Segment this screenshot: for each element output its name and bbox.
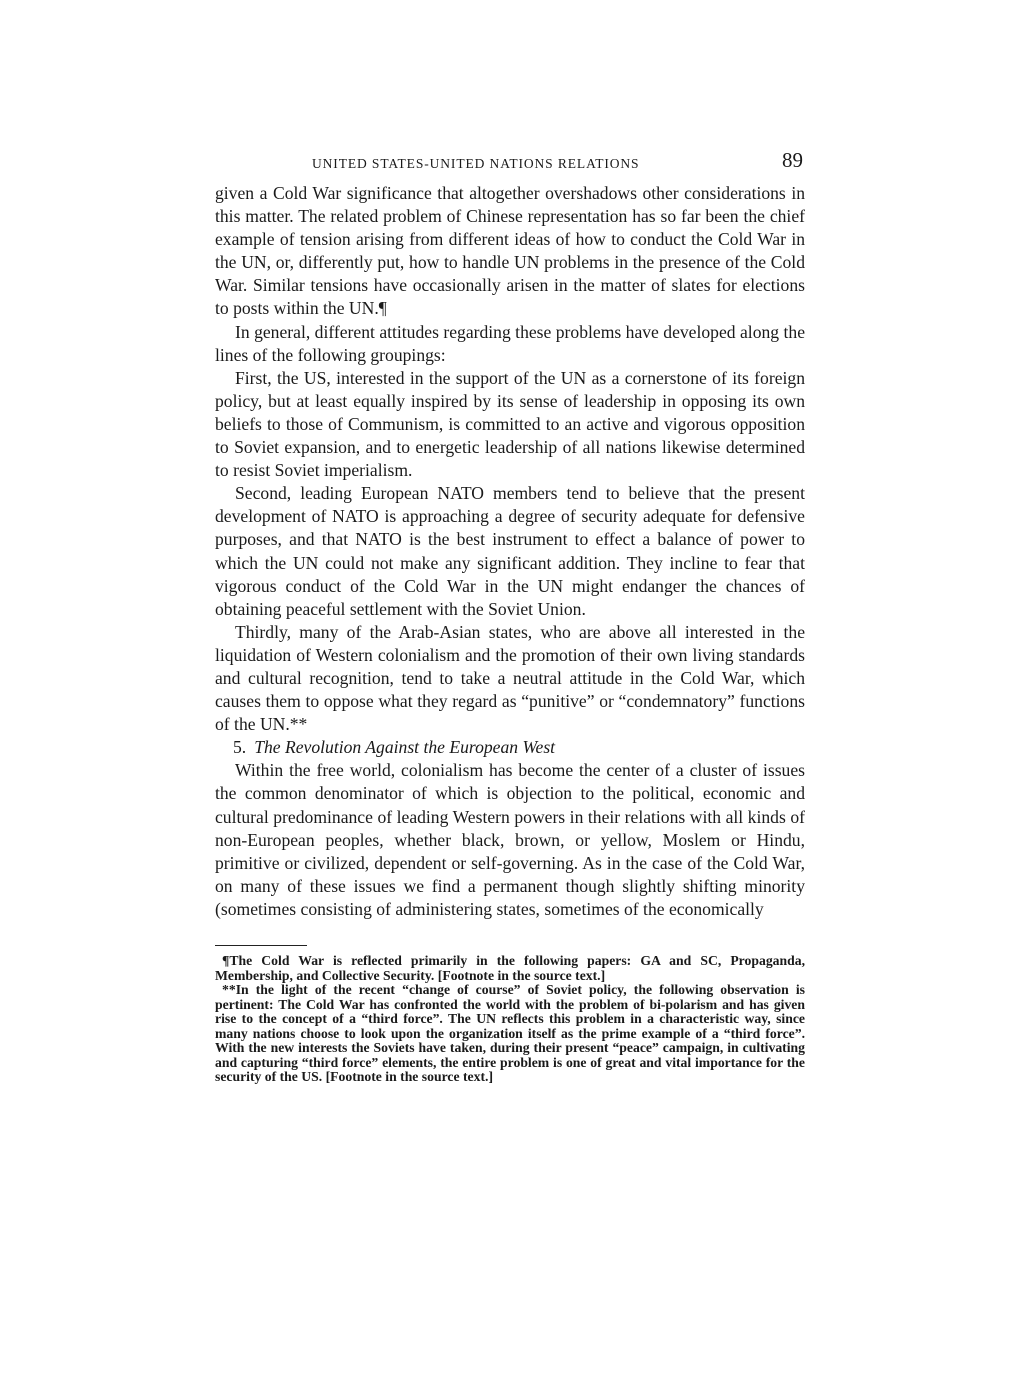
page-number: 89 [782, 148, 803, 172]
body-text [215, 182, 805, 921]
footnote-rule [215, 945, 307, 946]
document-page [215, 148, 805, 1085]
section-title: The Revolution Against the European West [254, 737, 556, 758]
paragraph-second-nato: Second, leading European NATO members tend to believe that the present development of NATO is approaching a degree of security adequate for defensive purposes, and that NATO is the best instrument to effect a balance of power to which the UN could not make any significant addition. They incline to fear that vigorous conduct of the Cold War in the UN might endanger the chances of obtaining peaceful settlement with the Soviet Union. [215, 483, 805, 619]
footnote-double-asterisk: **In the light of the recent “change of course” of Soviet policy, the following observation is pertinent: The Cold War has confronted the world with the problem of bi-polarism and has given rise to the concept of a “third force”. The UN reflects this problem in a characteristic way, since many nations choose to look upon the organization itself as the prime example of a “third force”. With the new interests the Soviets have taken, during their present “peace” campaign, in cultivating and capturing “third force” elements, the entire problem is one of great and vital importance for the security of the US. [Footnote in the source text.] [215, 982, 805, 1084]
paragraph-general-attitudes: In general, different attitudes regarding these problems have developed along the lines of the following groupings: [215, 321, 805, 365]
footnotes [215, 954, 805, 1085]
paragraph-section-5: Within the free world, colonialism has become the center of a cluster of issues the common denominator of which is objection to the political, economic and cultural predominance of leading Western powers in their relations with all kinds of non-European peoples, whether black, brown, or yellow, Moslem or Hindu, primitive or civilized, dependent or self-governing. As in the case of the Cold War, on many of these issues we find a permanent though slightly shifting minority (sometimes consisting of administering states, sometimes of the economically [215, 760, 805, 919]
running-title: UNITED STATES-UNITED NATIONS RELATIONS [312, 156, 640, 171]
paragraph-continued: given a Cold War significance that altogether overshadows other considerations in this matter. The related problem of Chinese representation has so far been the chief example of tension arising from different ideas of how to conduct the Cold War in the UN, or, differently put, how to handle UN problems in the presence of the Cold War. Similar tensions have occasionally arisen in the matter of slates for elections to posts within the UN.¶ [215, 183, 805, 319]
section-number: 5. [233, 737, 247, 758]
paragraph-first-us: First, the US, interested in the support of the UN as a cornerstone of its foreign policy, but at least equally inspired by its sense of leadership in opposing its own beliefs to those of Communism, is committed to an active and vigorous opposition to Soviet expansion, and to energetic leadership of all nations likewise determined to resist Soviet imperialism. [215, 367, 805, 481]
section-heading [215, 736, 805, 759]
footnote-pilcrow: ¶The Cold War is reflected primarily in the following papers: GA and SC, Propaganda, Membership, and Collective Security. [Footnote in the source text.] [215, 953, 805, 983]
paragraph-thirdly-arab-asian: Thirdly, many of the Arab-Asian states, who are above all interested in the liquidation of Western colonialism and the promotion of their own living standards and cultural recognition, tend to take a neutral attitude in the Cold War, which causes them to oppose what they regard as “punitive” or “condemnatory” functions of the UN.** [215, 621, 805, 735]
running-head [215, 148, 805, 182]
